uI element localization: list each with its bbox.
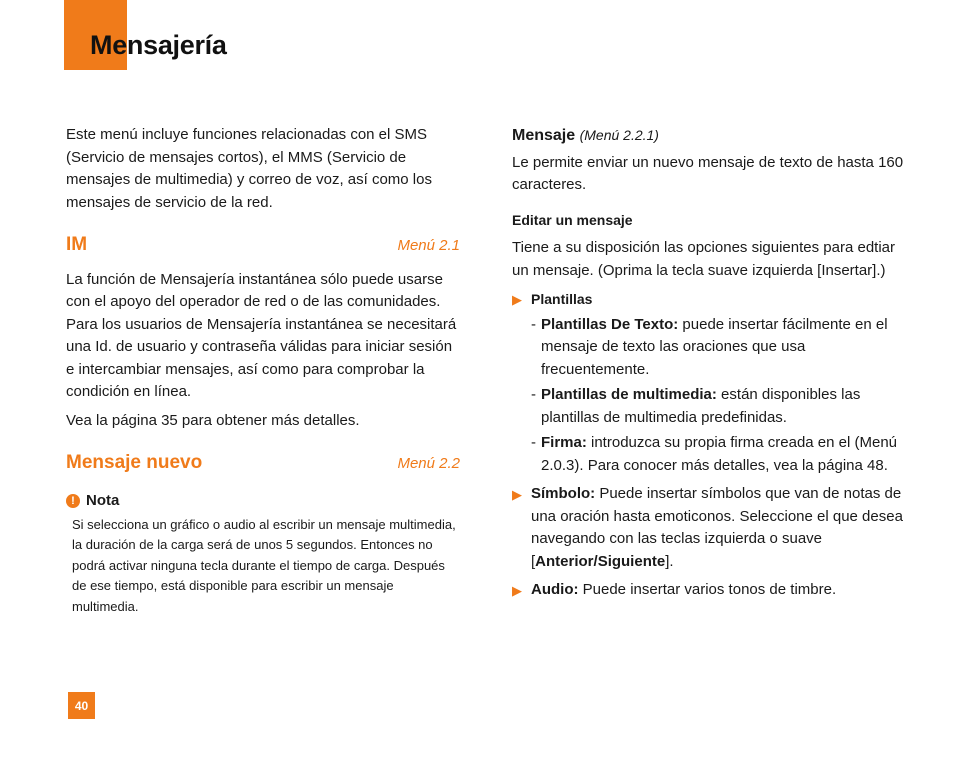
simbolo-text: Puede insertar símbolos que van de notas de una oración hasta emoticonos. Seleccione el que desea navegando con las teclas izquierda o suave [ [531,485,903,570]
plantillas-item-texto: - Plantillas De Texto: puede insertar fácilmente en el mensaje de texto las oraciones que usa frecuentemente. [531,315,888,378]
plantillas-item-text: puede insertar fácilmente en el mensaje de texto las oraciones que usa frecuentemente. [541,315,888,378]
plantillas-item-firma: - Firma: introduzca su propia firma creada en el (Menú 2.0.3). Para conocer más detalles, vea la página 48. [531,434,898,474]
note-text: Si selecciona un gráfico o audio al escribir un mensaje multimedia, la duración de la carga será de unos 5 segundos. Entonces no podrá activar ninguna tecla durante el tiempo de carga. Después de ese tiempo, está disponible para escribir un mensaje multimedia. [72,517,456,614]
mensaje-title: Mensaje [512,127,576,144]
editar-title: Editar un mensaje [512,211,633,228]
note-title: Nota [86,491,120,509]
exclamation-icon: ! [66,494,80,508]
simbolo-bullet [512,483,912,573]
key-separator: / [593,552,598,570]
left-column [66,124,460,617]
plantillas-title: Plantillas [531,291,593,307]
right-column [512,124,912,603]
key-siguiente: Siguiente [597,552,666,570]
plantillas-item-label: Plantillas De Texto: [541,315,679,333]
im-heading [66,234,460,258]
audio-bullet [512,579,912,603]
audio-label: Audio: [531,581,579,598]
im-menu-ref: Menú 2.1 [397,237,460,254]
page-number: 40 [68,692,95,719]
triangle-right-icon: ▶ [512,583,522,598]
im-details: Vea la página 35 para obtener más detalles. [66,411,360,429]
triangle-right-icon: ▶ [512,292,522,307]
plantillas-item-label: Firma: [541,434,587,451]
mensaje-description: Le permite enviar un nuevo mensaje de texto de hasta 160 caracteres. [512,153,904,193]
nuevo-title: Mensaje nuevo [66,452,203,473]
page-title: Mensajería [90,30,227,60]
nuevo-menu-ref: Menú 2.2 [397,455,460,472]
plantillas-item-label: Plantillas de multimedia: [541,386,717,403]
im-paragraph: La función de Mensajería instantánea sólo puede usarse con el apoyo del operador de red o de las comunidades. Para los usuarios de Mensajería instantánea se necesitará una Id. de usuario y contraseña válidas para iniciar sesión e intercambiar mensajes, así como para comprobar la condición en línea. [66,270,457,400]
nuevo-heading [66,452,460,476]
plantillas-item-text: están disponibles las plantillas de multimedia predefinidas. [541,386,861,426]
mensaje-heading [512,124,912,148]
plantillas-item-text: introduzca su propia firma creada en el (Menú 2.0.3). Para conocer más detalles, vea la página 48. [541,434,898,474]
audio-text: Puede insertar varios tonos de timbre. [578,581,837,598]
mensaje-menu-ref: (Menú 2.2.1) [579,127,659,143]
editar-description: Tiene a su disposición las opciones siguientes para edtiar un mensaje. (Oprima la tecla suave izquierda [Insertar].) [512,239,896,279]
intro-paragraph: Este menú incluye funciones relacionadas con el SMS (Servicio de mensajes cortos), el MMS (Servicio de mensajes de multimedia) y correo de voz, así como los mensajes de servicio de la red. [66,126,432,211]
plantillas-bullet [512,288,912,312]
key-anterior: Anterior [535,552,594,570]
plantillas-item-multimedia: - Plantillas de multimedia: están disponibles las plantillas de multimedia predefinidas. [531,386,861,426]
triangle-right-icon: ▶ [512,487,522,502]
simbolo-label: Símbolo: [531,485,596,502]
note-heading [66,490,460,513]
im-title: IM [66,234,88,255]
simbolo-end: ]. [665,552,674,570]
